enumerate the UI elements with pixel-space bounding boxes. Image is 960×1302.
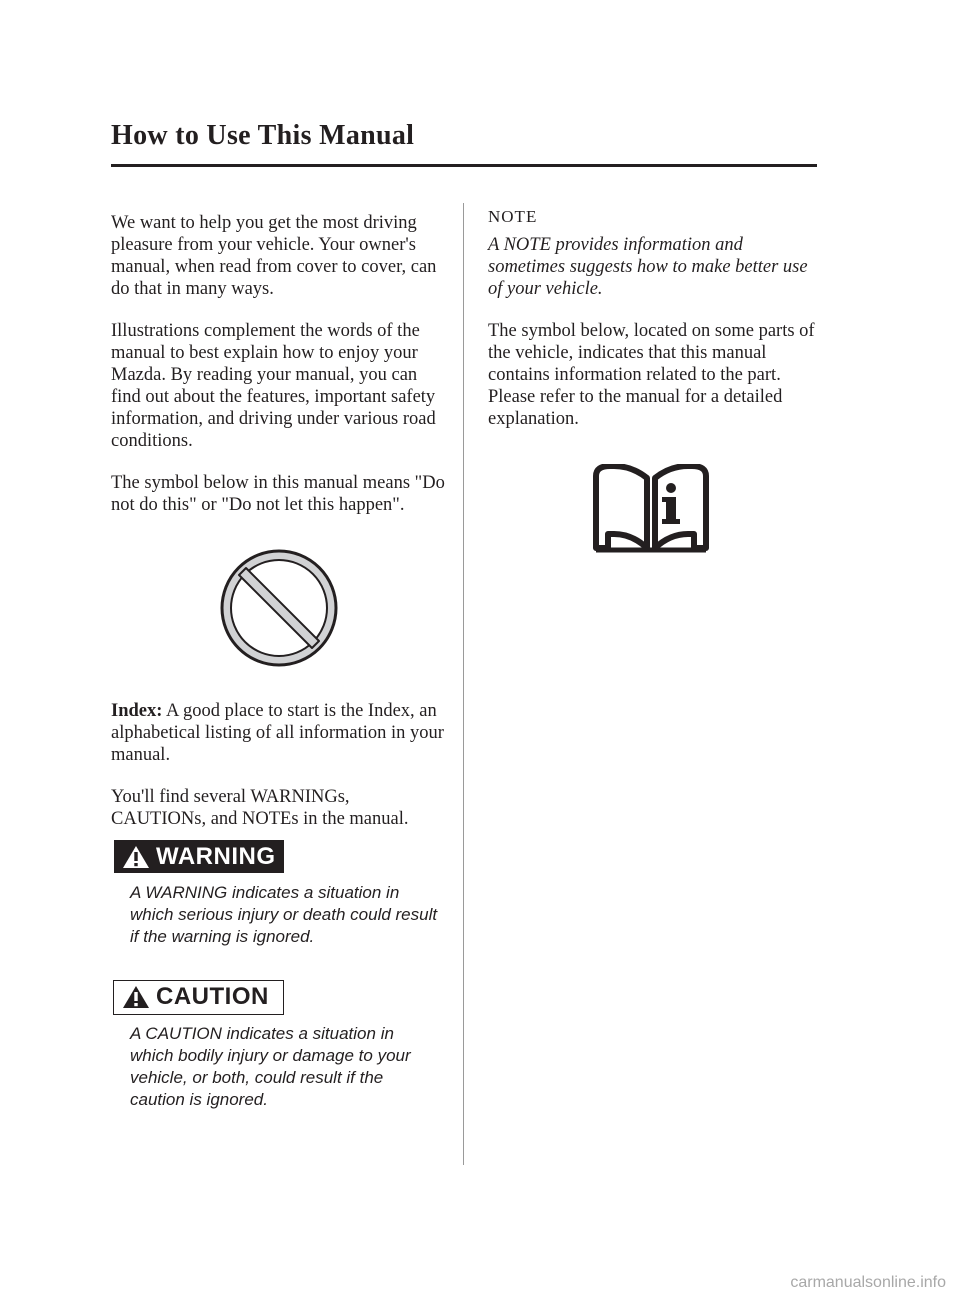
prohibition-icon (111, 546, 446, 670)
illustrations-paragraph: Illustrations complement the words of the manual to best explain how to enjoy your Mazda. By reading your manual, you can find out about the features, important safety information, and driving under various road conditions. (111, 321, 436, 451)
intro-paragraph: We want to help you get the most driving pleasure from your vehicle. Your owner's manual, when read from cover to cover, can do that in many ways. (111, 213, 437, 299)
symbol-meaning-paragraph: The symbol below in this manual means "Do not do this" or "Do not let this happen". (111, 473, 445, 515)
page-title: How to Use This Manual (111, 120, 415, 151)
note-text: A NOTE provides information and sometimes suggests how to make better use of your vehicle. (488, 235, 808, 299)
warning-badge (114, 840, 284, 873)
exclamation-triangle-icon (122, 985, 150, 1009)
caution-label: CAUTION (156, 983, 269, 1010)
watermark-text: carmanualsonline.info (790, 1274, 946, 1291)
left-column (111, 212, 446, 1111)
column-divider (463, 203, 464, 1165)
title-underline (111, 164, 817, 167)
index-label: Index: (111, 701, 163, 721)
manual-info-book-icon (488, 464, 818, 554)
caution-text: A CAUTION indicates a situation in which bodily injury or damage to your vehicle, or both, could result if the caution is ignored. (130, 1023, 411, 1109)
note-heading: NOTE (488, 207, 538, 226)
notices-intro-paragraph: You'll find several WARNINGs, CAUTIONs, and NOTEs in the manual. (111, 787, 409, 829)
index-paragraph (111, 700, 446, 766)
right-column (488, 206, 818, 554)
symbol-location-paragraph: The symbol below, located on some parts of the vehicle, indicates that this manual contains information related to the part. Please refer to the manual for a detailed explanation. (488, 321, 815, 429)
exclamation-triangle-icon (122, 845, 150, 869)
caution-badge (113, 980, 284, 1015)
warning-text: A WARNING indicates a situation in which serious injury or death could result if the warning is ignored. (130, 882, 438, 946)
warning-label: WARNING (156, 842, 276, 870)
index-text: A good place to start is the Index, an alphabetical listing of all information in your manual. (111, 701, 444, 765)
